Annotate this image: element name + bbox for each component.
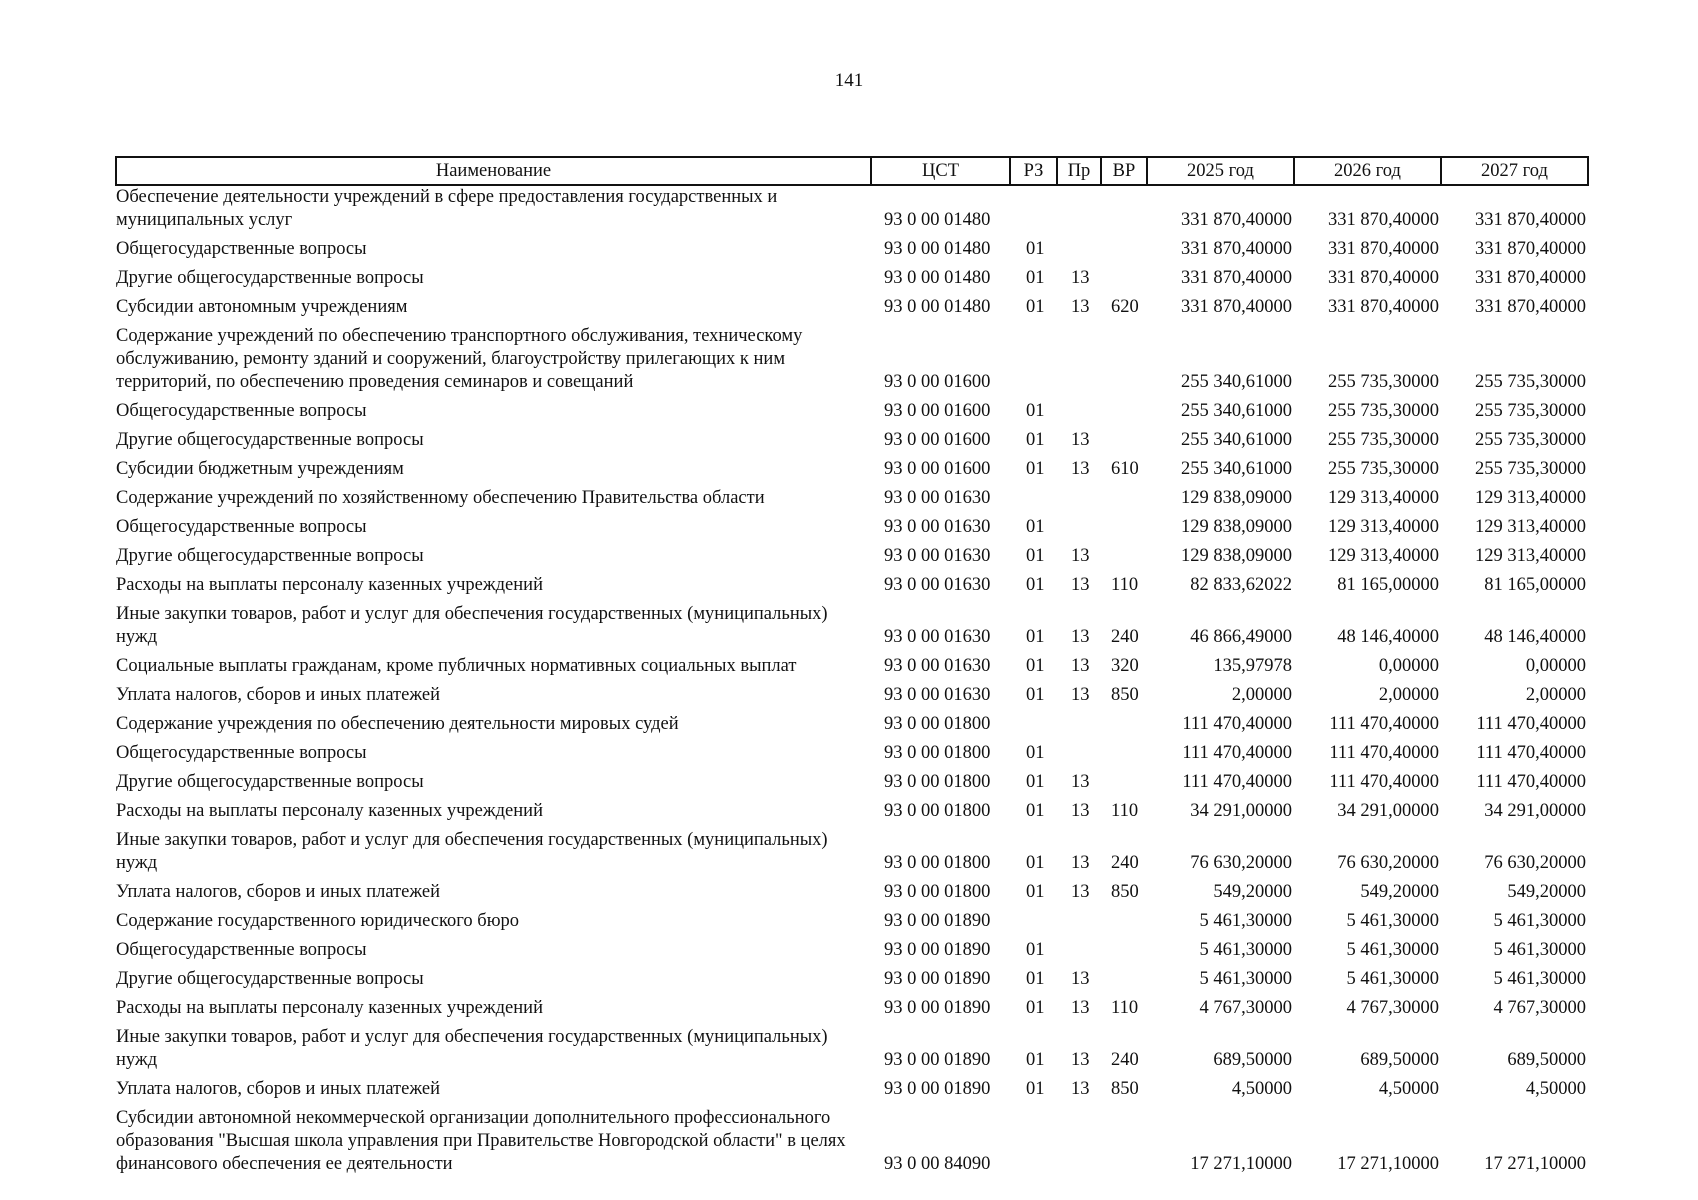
- table-row: [116, 742, 1588, 771]
- cell-name: Расходы на выплаты персоналу казенных учреждений: [116, 575, 543, 595]
- cell-2026: 129 313,40000: [1328, 488, 1439, 508]
- cell-name: Другие общегосударственные вопросы: [116, 772, 424, 792]
- cell-vr: [1101, 185, 1147, 238]
- table-row: [116, 771, 1588, 800]
- cell-pr: [1057, 713, 1101, 742]
- cell-pr: 13: [1071, 575, 1090, 595]
- cell-rz: [1010, 1107, 1057, 1182]
- cell-cst: 93 0 00 01480: [884, 210, 991, 230]
- cell-cst: 93 0 00 01630: [884, 488, 991, 508]
- cell-pr: 13: [1071, 801, 1090, 821]
- table-header-row: [116, 157, 1588, 185]
- cell-rz: 01: [1026, 517, 1045, 537]
- table-row: [116, 545, 1588, 574]
- cell-2026: 111 470,40000: [1329, 714, 1439, 734]
- cell-vr: 240: [1111, 1050, 1139, 1070]
- cell-name: Другие общегосударственные вопросы: [116, 969, 424, 989]
- cell-2025: 129 838,09000: [1181, 517, 1292, 537]
- table-row: [116, 939, 1588, 968]
- cell-2026: 331 870,40000: [1328, 239, 1439, 259]
- cell-2026: 0,00000: [1378, 656, 1439, 676]
- cell-2026: 255 735,30000: [1328, 459, 1439, 479]
- cell-vr: 110: [1111, 801, 1139, 821]
- cell-cst: 93 0 00 01890: [884, 998, 991, 1018]
- table-row: [116, 655, 1588, 684]
- cell-2027: 2,00000: [1525, 685, 1586, 705]
- cell-name: Субсидии бюджетным учреждениям: [116, 459, 404, 479]
- cell-2027: 331 870,40000: [1475, 268, 1586, 288]
- table-row: [116, 1107, 1588, 1182]
- page-number: 141: [834, 70, 864, 91]
- cell-2025: 111 470,40000: [1182, 743, 1292, 763]
- cell-2027: 111 470,40000: [1476, 714, 1586, 734]
- cell-pr: [1057, 487, 1101, 516]
- table-row: [116, 516, 1588, 545]
- cell-cst: 93 0 00 01600: [884, 372, 991, 392]
- cell-cst: 93 0 00 01800: [884, 772, 991, 792]
- cell-vr: [1101, 545, 1147, 574]
- cell-2025: 17 271,10000: [1190, 1154, 1292, 1174]
- cell-2027: 48 146,40000: [1484, 627, 1586, 647]
- cell-2027: 129 313,40000: [1475, 488, 1586, 508]
- cell-rz: 01: [1026, 772, 1045, 792]
- cell-2025: 82 833,62022: [1190, 575, 1292, 595]
- cell-name: Уплата налогов, сборов и иных платежей: [116, 1079, 441, 1099]
- table-row: [116, 910, 1588, 939]
- cell-vr: 320: [1111, 656, 1139, 676]
- header-2027: 2027 год: [1441, 157, 1588, 185]
- cell-pr: 13: [1071, 969, 1090, 989]
- table-row: [116, 1078, 1588, 1107]
- cell-2026: 331 870,40000: [1328, 297, 1439, 317]
- cell-2026: 129 313,40000: [1328, 517, 1439, 537]
- cell-name: Субсидии автономным учреждениям: [116, 297, 408, 317]
- cell-rz: 01: [1026, 575, 1045, 595]
- cell-2025: 255 340,61000: [1181, 430, 1292, 450]
- cell-cst: 93 0 00 01600: [884, 401, 991, 421]
- cell-vr: 610: [1111, 459, 1139, 479]
- cell-cst: 93 0 00 01890: [884, 911, 991, 931]
- cell-2026: 4,50000: [1378, 1079, 1439, 1099]
- table-row: [116, 684, 1588, 713]
- cell-cst: 93 0 00 01630: [884, 627, 991, 647]
- cell-rz: 01: [1026, 853, 1045, 873]
- cell-2026: 255 735,30000: [1328, 401, 1439, 421]
- cell-cst: 93 0 00 01890: [884, 969, 991, 989]
- cell-2027: 689,50000: [1507, 1050, 1586, 1070]
- cell-2025: 34 291,00000: [1190, 801, 1292, 821]
- budget-table: [115, 156, 1589, 1182]
- cell-2025: 331 870,40000: [1181, 210, 1292, 230]
- header-name: Наименование: [116, 157, 871, 185]
- cell-2026: 81 165,00000: [1337, 575, 1439, 595]
- cell-2026: 5 461,30000: [1346, 969, 1439, 989]
- cell-2026: 331 870,40000: [1328, 210, 1439, 230]
- cell-cst: 93 0 00 01480: [884, 297, 991, 317]
- cell-2025: 331 870,40000: [1181, 297, 1292, 317]
- cell-2026: 4 767,30000: [1346, 998, 1439, 1018]
- cell-pr: 13: [1071, 268, 1090, 288]
- cell-cst: 93 0 00 01800: [884, 853, 991, 873]
- cell-cst: 93 0 00 01800: [884, 743, 991, 763]
- cell-vr: [1101, 516, 1147, 545]
- cell-2027: 255 735,30000: [1475, 430, 1586, 450]
- cell-2025: 135,97978: [1213, 656, 1292, 676]
- cell-rz: 01: [1026, 743, 1045, 763]
- cell-cst: 93 0 00 84090: [884, 1154, 991, 1174]
- cell-name: Содержание государственного юридического бюро: [116, 911, 520, 931]
- cell-pr: 13: [1071, 546, 1090, 566]
- cell-name: Другие общегосударственные вопросы: [116, 430, 424, 450]
- cell-2026: 331 870,40000: [1328, 268, 1439, 288]
- cell-rz: 01: [1026, 546, 1045, 566]
- cell-cst: 93 0 00 01800: [884, 882, 991, 902]
- cell-name: Другие общегосударственные вопросы: [116, 546, 424, 566]
- cell-pr: [1057, 910, 1101, 939]
- header-vr: ВР: [1101, 157, 1147, 185]
- cell-rz: 01: [1026, 685, 1045, 705]
- table-row: [116, 325, 1588, 400]
- table-row: [116, 1026, 1588, 1078]
- cell-vr: 850: [1111, 1079, 1139, 1099]
- cell-rz: [1010, 487, 1057, 516]
- cell-vr: [1101, 429, 1147, 458]
- cell-2025: 111 470,40000: [1182, 772, 1292, 792]
- cell-2027: 34 291,00000: [1484, 801, 1586, 821]
- cell-vr: 850: [1111, 685, 1139, 705]
- cell-vr: 620: [1111, 297, 1139, 317]
- cell-2025: 255 340,61000: [1181, 372, 1292, 392]
- cell-vr: 240: [1111, 627, 1139, 647]
- cell-rz: 01: [1026, 969, 1045, 989]
- cell-name: Общегосударственные вопросы: [116, 401, 367, 421]
- cell-rz: 01: [1026, 998, 1045, 1018]
- cell-vr: [1101, 742, 1147, 771]
- cell-rz: 01: [1026, 882, 1045, 902]
- cell-name: Уплата налогов, сборов и иных платежей: [116, 685, 441, 705]
- cell-2027: 129 313,40000: [1475, 546, 1586, 566]
- cell-2026: 76 630,20000: [1337, 853, 1439, 873]
- cell-2025: 549,20000: [1213, 882, 1292, 902]
- cell-rz: 01: [1026, 801, 1045, 821]
- cell-2026: 34 291,00000: [1337, 801, 1439, 821]
- cell-2025: 5 461,30000: [1199, 969, 1292, 989]
- cell-pr: [1057, 400, 1101, 429]
- cell-name: Социальные выплаты гражданам, кроме публичных нормативных социальных выплат: [116, 656, 797, 676]
- cell-2025: 129 838,09000: [1181, 546, 1292, 566]
- cell-2026: 5 461,30000: [1346, 940, 1439, 960]
- cell-pr: 13: [1071, 430, 1090, 450]
- table-row: [116, 429, 1588, 458]
- cell-2027: 5 461,30000: [1493, 911, 1586, 931]
- cell-pr: 13: [1071, 853, 1090, 873]
- cell-name: Другие общегосударственные вопросы: [116, 268, 424, 288]
- cell-2027: 4,50000: [1525, 1079, 1586, 1099]
- cell-2025: 5 461,30000: [1199, 940, 1292, 960]
- header-rz: РЗ: [1010, 157, 1057, 185]
- cell-2027: 129 313,40000: [1475, 517, 1586, 537]
- cell-name: Общегосударственные вопросы: [116, 940, 367, 960]
- cell-pr: 13: [1071, 998, 1090, 1018]
- cell-pr: [1057, 238, 1101, 267]
- cell-vr: [1101, 910, 1147, 939]
- cell-name: Общегосударственные вопросы: [116, 239, 367, 259]
- cell-cst: 93 0 00 01600: [884, 430, 991, 450]
- cell-2027: 331 870,40000: [1475, 297, 1586, 317]
- table-row: [116, 968, 1588, 997]
- cell-2027: 255 735,30000: [1475, 372, 1586, 392]
- cell-rz: 01: [1026, 940, 1045, 960]
- cell-2025: 5 461,30000: [1199, 911, 1292, 931]
- table-row: [116, 713, 1588, 742]
- cell-rz: 01: [1026, 401, 1045, 421]
- cell-vr: 110: [1111, 575, 1139, 595]
- cell-2027: 5 461,30000: [1493, 940, 1586, 960]
- cell-2027: 255 735,30000: [1475, 459, 1586, 479]
- cell-vr: [1101, 713, 1147, 742]
- cell-2025: 689,50000: [1213, 1050, 1292, 1070]
- cell-rz: 01: [1026, 430, 1045, 450]
- cell-vr: [1101, 968, 1147, 997]
- cell-2025: 46 866,49000: [1190, 627, 1292, 647]
- cell-2025: 255 340,61000: [1181, 459, 1292, 479]
- cell-cst: 93 0 00 01600: [884, 459, 991, 479]
- cell-2026: 5 461,30000: [1346, 911, 1439, 931]
- cell-2027: 0,00000: [1525, 656, 1586, 676]
- cell-2025: 4,50000: [1231, 1079, 1292, 1099]
- cell-name: Иные закупки товаров, работ и услуг для обеспечения государственных (муниципальных) нужд: [116, 830, 828, 873]
- cell-cst: 93 0 00 01630: [884, 685, 991, 705]
- cell-rz: 01: [1026, 239, 1045, 259]
- cell-vr: [1101, 325, 1147, 400]
- cell-cst: 93 0 00 01630: [884, 517, 991, 537]
- cell-rz: [1010, 325, 1057, 400]
- table-row: [116, 267, 1588, 296]
- cell-cst: 93 0 00 01480: [884, 239, 991, 259]
- cell-pr: [1057, 516, 1101, 545]
- table-row: [116, 829, 1588, 881]
- cell-pr: 13: [1071, 297, 1090, 317]
- cell-2025: 111 470,40000: [1182, 714, 1292, 734]
- cell-name: Субсидии автономной некоммерческой организации дополнительного профессионального образования "Высшая школа управления при Правительстве Новгородской области" в целях финансового обеспечения ее деятельности: [116, 1108, 846, 1174]
- cell-vr: [1101, 400, 1147, 429]
- cell-rz: 01: [1026, 627, 1045, 647]
- header-2025: 2025 год: [1147, 157, 1294, 185]
- cell-pr: 13: [1071, 882, 1090, 902]
- cell-name: Общегосударственные вопросы: [116, 517, 367, 537]
- cell-pr: [1057, 1107, 1101, 1182]
- cell-2026: 549,20000: [1360, 882, 1439, 902]
- cell-name: Иные закупки товаров, работ и услуг для обеспечения государственных (муниципальных) нужд: [116, 1027, 828, 1070]
- cell-vr: [1101, 939, 1147, 968]
- cell-rz: 01: [1026, 297, 1045, 317]
- cell-rz: 01: [1026, 268, 1045, 288]
- table-row: [116, 603, 1588, 655]
- cell-2027: 17 271,10000: [1484, 1154, 1586, 1174]
- cell-vr: [1101, 487, 1147, 516]
- cell-2025: 255 340,61000: [1181, 401, 1292, 421]
- cell-pr: 13: [1071, 459, 1090, 479]
- cell-name: Содержание учреждений по обеспечению транспортного обслуживания, техническому обслуживанию, ремонту зданий и сооружений, благоустройству прилегающих к ним территорий, по обеспечению проведения семинаров и совещаний: [116, 326, 803, 392]
- header-pr: Пр: [1057, 157, 1101, 185]
- table-body: [116, 185, 1588, 1182]
- cell-2025: 331 870,40000: [1181, 239, 1292, 259]
- cell-name: Содержание учреждения по обеспечению деятельности мировых судей: [116, 714, 679, 734]
- cell-cst: 93 0 00 01890: [884, 1079, 991, 1099]
- cell-2025: 129 838,09000: [1181, 488, 1292, 508]
- cell-2027: 81 165,00000: [1484, 575, 1586, 595]
- cell-2026: 48 146,40000: [1337, 627, 1439, 647]
- cell-2027: 4 767,30000: [1493, 998, 1586, 1018]
- table-row: [116, 487, 1588, 516]
- cell-pr: [1057, 325, 1101, 400]
- cell-cst: 93 0 00 01630: [884, 575, 991, 595]
- cell-rz: 01: [1026, 656, 1045, 676]
- cell-pr: [1057, 939, 1101, 968]
- cell-2025: 2,00000: [1231, 685, 1292, 705]
- cell-2026: 689,50000: [1360, 1050, 1439, 1070]
- cell-2027: 549,20000: [1507, 882, 1586, 902]
- table-row: [116, 296, 1588, 325]
- cell-2027: 255 735,30000: [1475, 401, 1586, 421]
- cell-2027: 111 470,40000: [1476, 772, 1586, 792]
- cell-vr: [1101, 1107, 1147, 1182]
- cell-vr: 110: [1111, 998, 1139, 1018]
- cell-pr: 13: [1071, 1079, 1090, 1099]
- cell-name: Уплата налогов, сборов и иных платежей: [116, 882, 441, 902]
- cell-rz: [1010, 910, 1057, 939]
- cell-vr: [1101, 771, 1147, 800]
- cell-rz: 01: [1026, 1079, 1045, 1099]
- cell-pr: 13: [1071, 656, 1090, 676]
- table-row: [116, 185, 1588, 238]
- cell-2026: 17 271,10000: [1337, 1154, 1439, 1174]
- cell-cst: 93 0 00 01630: [884, 656, 991, 676]
- cell-name: Иные закупки товаров, работ и услуг для обеспечения государственных (муниципальных) нужд: [116, 604, 828, 647]
- table-row: [116, 800, 1588, 829]
- cell-2026: 129 313,40000: [1328, 546, 1439, 566]
- cell-2026: 111 470,40000: [1329, 743, 1439, 763]
- cell-vr: 850: [1111, 882, 1139, 902]
- cell-cst: 93 0 00 01800: [884, 801, 991, 821]
- cell-2025: 331 870,40000: [1181, 268, 1292, 288]
- cell-pr: 13: [1071, 627, 1090, 647]
- cell-pr: [1057, 185, 1101, 238]
- cell-name: Обеспечение деятельности учреждений в сфере предоставления государственных и муниципальных услуг: [116, 187, 778, 230]
- cell-2025: 76 630,20000: [1190, 853, 1292, 873]
- cell-cst: 93 0 00 01890: [884, 940, 991, 960]
- cell-cst: 93 0 00 01480: [884, 268, 991, 288]
- cell-pr: 13: [1071, 1050, 1090, 1070]
- cell-vr: [1101, 238, 1147, 267]
- cell-name: Расходы на выплаты персоналу казенных учреждений: [116, 998, 543, 1018]
- cell-cst: 93 0 00 01630: [884, 546, 991, 566]
- cell-2026: 255 735,30000: [1328, 430, 1439, 450]
- table-row: [116, 997, 1588, 1026]
- cell-pr: [1057, 742, 1101, 771]
- cell-2026: 255 735,30000: [1328, 372, 1439, 392]
- cell-2026: 2,00000: [1378, 685, 1439, 705]
- table-row: [116, 400, 1588, 429]
- cell-2026: 111 470,40000: [1329, 772, 1439, 792]
- cell-rz: [1010, 185, 1057, 238]
- table-row: [116, 238, 1588, 267]
- cell-cst: 93 0 00 01890: [884, 1050, 991, 1070]
- cell-name: Расходы на выплаты персоналу казенных учреждений: [116, 801, 543, 821]
- header-cst: ЦСТ: [871, 157, 1010, 185]
- header-2026: 2026 год: [1294, 157, 1441, 185]
- cell-2027: 5 461,30000: [1493, 969, 1586, 989]
- cell-pr: 13: [1071, 685, 1090, 705]
- cell-2025: 4 767,30000: [1199, 998, 1292, 1018]
- cell-rz: 01: [1026, 1050, 1045, 1070]
- cell-2027: 331 870,40000: [1475, 210, 1586, 230]
- cell-rz: 01: [1026, 459, 1045, 479]
- table-row: [116, 881, 1588, 910]
- cell-vr: 240: [1111, 853, 1139, 873]
- cell-2027: 76 630,20000: [1484, 853, 1586, 873]
- cell-vr: [1101, 267, 1147, 296]
- cell-2027: 111 470,40000: [1476, 743, 1586, 763]
- cell-name: Общегосударственные вопросы: [116, 743, 367, 763]
- table-row: [116, 574, 1588, 603]
- cell-name: Содержание учреждений по хозяйственному обеспечению Правительства области: [116, 488, 765, 508]
- table-row: [116, 458, 1588, 487]
- cell-2027: 331 870,40000: [1475, 239, 1586, 259]
- cell-rz: [1010, 713, 1057, 742]
- cell-pr: 13: [1071, 772, 1090, 792]
- cell-cst: 93 0 00 01800: [884, 714, 991, 734]
